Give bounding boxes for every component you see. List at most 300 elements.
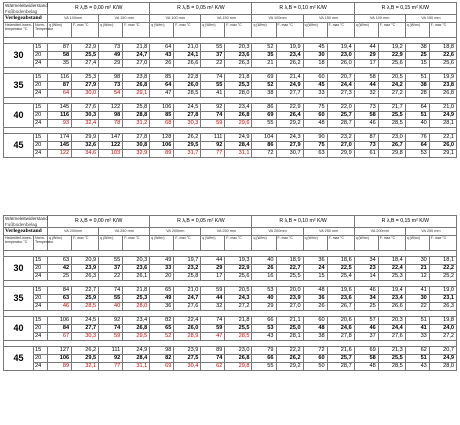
spacing-header-row <box>4 228 457 236</box>
value-cell: 86 <box>252 104 276 112</box>
value-cell: 69 <box>354 347 378 355</box>
value-cell: 26 <box>150 60 174 68</box>
value-cell: 25,5 <box>225 325 252 333</box>
value-cell: 25 <box>48 273 72 281</box>
t-unit-label: F- max °C <box>276 236 303 251</box>
value-cell: 31,1 <box>123 363 150 371</box>
value-cell: 92 <box>99 355 123 363</box>
value-cell: 22,0 <box>327 104 354 112</box>
value-cell: 26,0 <box>429 142 456 150</box>
value-cell: 28,5 <box>225 333 252 341</box>
value-cell: 64 <box>48 90 72 98</box>
value-cell: 65 <box>150 325 174 333</box>
resistance-header: R λ,B = 0,00 m² K/W <box>48 3 150 15</box>
spacing-header: VA 100mm <box>48 15 99 23</box>
value-cell: 26,3 <box>429 303 456 311</box>
resistance-header-row <box>4 216 457 228</box>
value-cell: 29,5 <box>72 355 99 363</box>
q-unit-label: q (W/m²) <box>150 236 174 251</box>
spacing-header: VA 200mm <box>252 228 303 236</box>
value-cell: 27,2 <box>225 303 252 311</box>
value-cell: 22,4 <box>378 265 405 273</box>
value-cell: 30,0 <box>72 90 99 98</box>
value-cell: 26,0 <box>174 82 201 90</box>
value-cell: 98 <box>99 74 123 82</box>
value-cell: 23,4 <box>276 52 303 60</box>
value-cell: 23,2 <box>327 134 354 142</box>
value-cell: 22,2 <box>429 265 456 273</box>
value-cell: 22,9 <box>72 44 99 52</box>
value-cell: 64 <box>150 44 174 52</box>
value-cell: 55 <box>201 82 225 90</box>
value-cell: 29,8 <box>378 150 405 158</box>
value-cell: 48 <box>303 287 327 295</box>
value-cell: 46 <box>354 120 378 128</box>
value-cell: 24,9 <box>276 82 303 90</box>
spacing-header: VA 150 mm <box>99 15 150 23</box>
q-unit-label: q (W/m²) <box>354 23 378 38</box>
value-cell: 31,1 <box>225 150 252 158</box>
value-cell: 174 <box>48 134 72 142</box>
spacing-header: VA 250 mm <box>405 228 456 236</box>
value-cell: 28,4 <box>123 355 150 363</box>
unit-header-row <box>4 236 457 251</box>
value-cell: 53 <box>252 325 276 333</box>
value-cell: 23,2 <box>174 265 201 273</box>
value-cell: 40 <box>405 120 429 128</box>
value-cell: 22 <box>405 303 429 311</box>
room-temp-cell: 15 <box>34 74 48 82</box>
value-cell: 18 <box>303 60 327 68</box>
value-cell: 16 <box>252 273 276 281</box>
value-cell: 59 <box>201 287 225 295</box>
value-cell: 25,6 <box>429 60 456 68</box>
value-cell: 58 <box>354 355 378 363</box>
value-cell: 30,7 <box>276 150 303 158</box>
value-cell: 27,7 <box>72 325 99 333</box>
t-unit-label: F- max °C <box>327 23 354 38</box>
value-cell: 29,6 <box>225 120 252 128</box>
value-cell: 29 <box>354 52 378 60</box>
spacing-header: VA 100 mm <box>150 15 201 23</box>
value-cell: 27,5 <box>174 355 201 363</box>
value-cell: 19,4 <box>327 44 354 52</box>
value-cell: 78 <box>99 120 123 128</box>
value-cell: 106 <box>150 104 174 112</box>
value-cell: 21 <box>405 265 429 273</box>
value-cell: 116 <box>48 74 72 82</box>
value-cell: 74 <box>201 112 225 120</box>
value-cell: 24,3 <box>225 295 252 303</box>
value-cell: 74 <box>201 317 225 325</box>
value-cell: 22 <box>201 60 225 68</box>
value-cell: 24,9 <box>123 347 150 355</box>
value-cell: 69 <box>150 363 174 371</box>
value-cell: 19,9 <box>276 44 303 52</box>
verlegeabstand-label: Verlegeabstand <box>4 15 48 23</box>
q-unit-label: q (W/m²) <box>252 236 276 251</box>
value-cell: 44 <box>354 82 378 90</box>
spacing-header: VA 150 mm <box>303 15 354 23</box>
room-temp-cell: 20 <box>34 295 48 303</box>
value-cell: 15 <box>303 273 327 281</box>
value-cell: 22,1 <box>429 134 456 142</box>
value-cell: 29,8 <box>225 363 252 371</box>
value-cell: 26,3 <box>72 273 99 281</box>
value-cell: 30 <box>303 52 327 60</box>
value-cell: 25,0 <box>276 325 303 333</box>
room-temp-cell: 15 <box>34 317 48 325</box>
value-cell: 28,0 <box>429 363 456 371</box>
q-unit-label: q (W/m²) <box>99 23 123 38</box>
value-cell: 61 <box>354 150 378 158</box>
value-cell: 19,9 <box>429 74 456 82</box>
room-temp-cell: 20 <box>34 112 48 120</box>
value-cell: 26,2 <box>276 355 303 363</box>
value-cell: 25,5 <box>378 112 405 120</box>
room-temp-cell: 20 <box>34 52 48 60</box>
value-cell: 41 <box>201 90 225 98</box>
title-cell <box>4 216 48 228</box>
value-cell: 23,9 <box>72 265 99 273</box>
table-row <box>4 52 457 60</box>
value-cell: 19,0 <box>429 287 456 295</box>
value-cell: 19,2 <box>378 44 405 52</box>
table-row <box>4 347 457 355</box>
value-cell: 19,4 <box>378 287 405 295</box>
t-unit-label: F- max °C <box>225 23 252 38</box>
value-cell: 21,6 <box>327 347 354 355</box>
value-cell: 26,7 <box>327 303 354 311</box>
value-cell: 29,1 <box>429 150 456 158</box>
value-cell: 37 <box>354 333 378 341</box>
room-temp-cell: 24 <box>34 273 48 281</box>
value-cell: 21,0 <box>429 104 456 112</box>
value-cell: 28,1 <box>429 120 456 128</box>
value-cell: 36 <box>303 257 327 265</box>
value-cell: 25,7 <box>327 355 354 363</box>
value-cell: 33 <box>405 333 429 341</box>
value-cell: 21,1 <box>276 317 303 325</box>
value-cell: 23,6 <box>225 52 252 60</box>
value-cell: 64 <box>150 82 174 90</box>
t-unit-label: F- max °C <box>123 236 150 251</box>
table-row <box>4 74 457 82</box>
value-cell: 27,9 <box>276 142 303 150</box>
value-cell: 36 <box>150 303 174 311</box>
room-temp-cell: 20 <box>34 82 48 90</box>
resistance-header: R λ,B = 0,00 m² K/W <box>48 216 150 228</box>
value-cell: 27,4 <box>72 60 99 68</box>
value-cell: 26,6 <box>378 303 405 311</box>
value-cell: 32,1 <box>72 363 99 371</box>
value-cell: 54 <box>99 90 123 98</box>
t-unit-label: F- max °C <box>378 236 405 251</box>
value-cell: 73 <box>99 82 123 90</box>
value-cell: 27,0 <box>327 142 354 150</box>
value-cell: 64 <box>405 104 429 112</box>
table-row <box>4 295 457 303</box>
value-cell: 145 <box>48 104 72 112</box>
value-cell: 23,9 <box>174 347 201 355</box>
q-unit-label: q (W/m²) <box>48 23 72 38</box>
title-line2: Fußbodenbelag <box>5 221 38 227</box>
value-cell: 23,0 <box>378 134 405 142</box>
value-cell: 20,6 <box>327 317 354 325</box>
room-temp-cell: 24 <box>34 90 48 98</box>
value-cell: 30,3 <box>72 333 99 341</box>
value-cell: 111 <box>201 134 225 142</box>
value-cell: 52 <box>150 333 174 341</box>
value-cell: 21,4 <box>276 74 303 82</box>
value-cell: 29,9 <box>72 134 99 142</box>
value-cell: 48 <box>303 120 327 128</box>
value-cell: 18,4 <box>378 257 405 265</box>
value-cell: 25,7 <box>327 112 354 120</box>
verlegeabstand-label: Verlegeabstand <box>4 228 48 236</box>
value-cell: 73 <box>354 142 378 150</box>
value-cell: 22,9 <box>378 52 405 60</box>
value-cell: 28,5 <box>72 303 99 311</box>
title-cell <box>4 3 48 15</box>
value-cell: 20,7 <box>327 74 354 82</box>
raum-label: Norm- Temperatur <box>34 236 48 251</box>
q-unit-label: q (W/m²) <box>99 236 123 251</box>
value-cell: 28,1 <box>276 333 303 341</box>
value-cell: 22,6 <box>429 52 456 60</box>
value-cell: 63 <box>303 150 327 158</box>
value-cell: 92 <box>201 104 225 112</box>
value-cell: 24,6 <box>327 325 354 333</box>
value-cell: 25,8 <box>123 104 150 112</box>
room-temp-cell: 15 <box>34 134 48 142</box>
value-cell: 26,8 <box>123 82 150 90</box>
value-cell: 51 <box>405 74 429 82</box>
value-cell: 55 <box>99 257 123 265</box>
value-cell: 25 <box>354 303 378 311</box>
value-cell: 147 <box>99 134 123 142</box>
q-unit-label: q (W/m²) <box>150 23 174 38</box>
q-unit-label: q (W/m²) <box>48 236 72 251</box>
value-cell: 40 <box>252 257 276 265</box>
value-cell: 44 <box>201 295 225 303</box>
value-cell: 26,8 <box>429 90 456 98</box>
value-cell: 18,1 <box>429 257 456 265</box>
value-cell: 51 <box>405 317 429 325</box>
table-row <box>4 287 457 295</box>
value-cell: 48 <box>303 325 327 333</box>
value-cell: 27,8 <box>327 333 354 341</box>
table-row <box>4 104 457 112</box>
heating-temp-cell: 35 <box>4 74 34 98</box>
value-cell: 69 <box>252 112 276 120</box>
value-cell: 53 <box>252 287 276 295</box>
value-cell: 24,3 <box>276 134 303 142</box>
table-row <box>4 60 457 68</box>
value-cell: 116 <box>48 112 72 120</box>
value-cell: 20,3 <box>225 44 252 52</box>
value-cell: 24,9 <box>225 134 252 142</box>
q-unit-label: q (W/m²) <box>303 236 327 251</box>
value-cell: 28,0 <box>225 90 252 98</box>
value-cell: 27,6 <box>378 333 405 341</box>
value-cell: 37 <box>99 265 123 273</box>
value-cell: 75 <box>303 142 327 150</box>
value-cell: 26,0 <box>327 60 354 68</box>
value-cell: 92 <box>99 317 123 325</box>
room-temp-cell: 15 <box>34 104 48 112</box>
value-cell: 82 <box>150 317 174 325</box>
value-cell: 26,7 <box>378 142 405 150</box>
value-cell: 25,3 <box>72 74 99 82</box>
value-cell: 46 <box>354 287 378 295</box>
value-cell: 87 <box>48 44 72 52</box>
value-cell: 27,0 <box>123 60 150 68</box>
resistance-header: R λ,B = 0,15 m² K/W <box>354 3 456 15</box>
spacing-header: VA 250 mm <box>201 228 252 236</box>
t-unit-label: F- max °C <box>225 236 252 251</box>
value-cell: 84 <box>48 325 72 333</box>
t-unit-label: F- max °C <box>72 236 99 251</box>
value-cell: 74 <box>201 74 225 82</box>
value-cell: 72 <box>303 347 327 355</box>
value-cell: 24,4 <box>327 82 354 90</box>
value-cell: 20 <box>150 273 174 281</box>
value-cell: 25 <box>405 52 429 60</box>
room-temp-cell: 20 <box>34 265 48 273</box>
table-row <box>4 265 457 273</box>
t-unit-label: F- max °C <box>276 23 303 38</box>
table-row <box>4 325 457 333</box>
value-cell: 23,4 <box>378 295 405 303</box>
table-row <box>4 257 457 265</box>
heating-performance-table <box>3 215 457 371</box>
value-cell: 25,2 <box>429 273 456 281</box>
value-cell: 55 <box>99 295 123 303</box>
room-temp-cell: 24 <box>34 363 48 371</box>
q-unit-label: q (W/m²) <box>201 23 225 38</box>
value-cell: 30 <box>405 257 429 265</box>
value-cell: 12 <box>405 273 429 281</box>
value-cell: 49 <box>150 257 174 265</box>
resistance-header: R λ,B = 0,05 m² K/W <box>150 216 252 228</box>
value-cell: 24,2 <box>378 82 405 90</box>
heating-temp-cell: 30 <box>4 257 34 281</box>
value-cell: 27,3 <box>327 90 354 98</box>
title-line1: Wärmeleitwiderstand <box>5 216 48 221</box>
value-cell: 62 <box>201 363 225 371</box>
value-cell: 43 <box>252 333 276 341</box>
value-cell: 49 <box>99 52 123 60</box>
value-cell: 32 <box>354 90 378 98</box>
table-row <box>4 355 457 363</box>
spacing-header: VA 100mm <box>252 15 303 23</box>
value-cell: 19,6 <box>327 287 354 295</box>
value-cell: 87 <box>48 82 72 90</box>
value-cell: 92 <box>201 142 225 150</box>
value-cell: 77 <box>201 150 225 158</box>
q-unit-label: q (W/m²) <box>354 236 378 251</box>
value-cell: 25,4 <box>327 273 354 281</box>
value-cell: 86 <box>252 142 276 150</box>
value-cell: 73 <box>354 104 378 112</box>
resistance-header: R λ,B = 0,15 m² K/W <box>354 216 456 228</box>
table-row <box>4 150 457 158</box>
value-cell: 35 <box>252 52 276 60</box>
value-cell: 64 <box>405 142 429 150</box>
value-cell: 25,5 <box>72 52 99 60</box>
value-cell: 82 <box>150 355 174 363</box>
value-cell: 21,3 <box>378 347 405 355</box>
value-cell: 15 <box>405 60 429 68</box>
value-cell: 27,8 <box>174 112 201 120</box>
t-unit-label: F- max °C <box>378 23 405 38</box>
value-cell: 23,6 <box>327 295 354 303</box>
value-cell: 48 <box>354 363 378 371</box>
value-cell: 29 <box>201 265 225 273</box>
value-cell: 26,2 <box>174 134 201 142</box>
table-row <box>4 44 457 52</box>
value-cell: 26,8 <box>123 325 150 333</box>
value-cell: 98 <box>150 347 174 355</box>
table-row <box>4 120 457 128</box>
value-cell: 23,0 <box>327 52 354 60</box>
spacing-header: VA 200mm <box>150 228 201 236</box>
room-temp-cell: 15 <box>34 287 48 295</box>
value-cell: 25,6 <box>225 273 252 281</box>
value-cell: 89 <box>48 363 72 371</box>
value-cell: 19,3 <box>225 257 252 265</box>
value-cell: 60 <box>303 112 327 120</box>
value-cell: 22 <box>99 273 123 281</box>
value-cell: 14 <box>354 273 378 281</box>
value-cell: 122 <box>99 104 123 112</box>
value-cell: 29,1 <box>123 90 150 98</box>
value-cell: 27,7 <box>276 90 303 98</box>
value-cell: 24,5 <box>174 104 201 112</box>
table-row <box>4 142 457 150</box>
value-cell: 41 <box>405 287 429 295</box>
room-temp-cell: 20 <box>34 142 48 150</box>
t-unit-label: F- max °C <box>327 236 354 251</box>
value-cell: 38 <box>252 90 276 98</box>
value-cell: 32,9 <box>123 150 150 158</box>
value-cell: 23,8 <box>429 82 456 90</box>
value-cell: 37 <box>201 52 225 60</box>
value-cell: 106 <box>150 142 174 150</box>
value-cell: 24,9 <box>429 355 456 363</box>
heating-temp-cell: 40 <box>4 104 34 128</box>
value-cell: 28,7 <box>327 363 354 371</box>
value-cell: 36 <box>303 295 327 303</box>
value-cell: 26,2 <box>276 60 303 68</box>
value-cell: 32,4 <box>72 120 99 128</box>
value-cell: 49 <box>150 295 174 303</box>
table-row <box>4 363 457 371</box>
value-cell: 85 <box>150 112 174 120</box>
value-cell: 104 <box>252 134 276 142</box>
value-cell: 29,5 <box>123 333 150 341</box>
value-cell: 26 <box>252 265 276 273</box>
value-cell: 42 <box>48 265 72 273</box>
value-cell: 21,7 <box>378 104 405 112</box>
value-cell: 20,7 <box>429 347 456 355</box>
value-cell: 62 <box>405 347 429 355</box>
value-cell: 55 <box>252 363 276 371</box>
value-cell: 28,0 <box>123 303 150 311</box>
q-unit-label: q (W/m²) <box>405 236 429 251</box>
value-cell: 27,2 <box>378 90 405 98</box>
